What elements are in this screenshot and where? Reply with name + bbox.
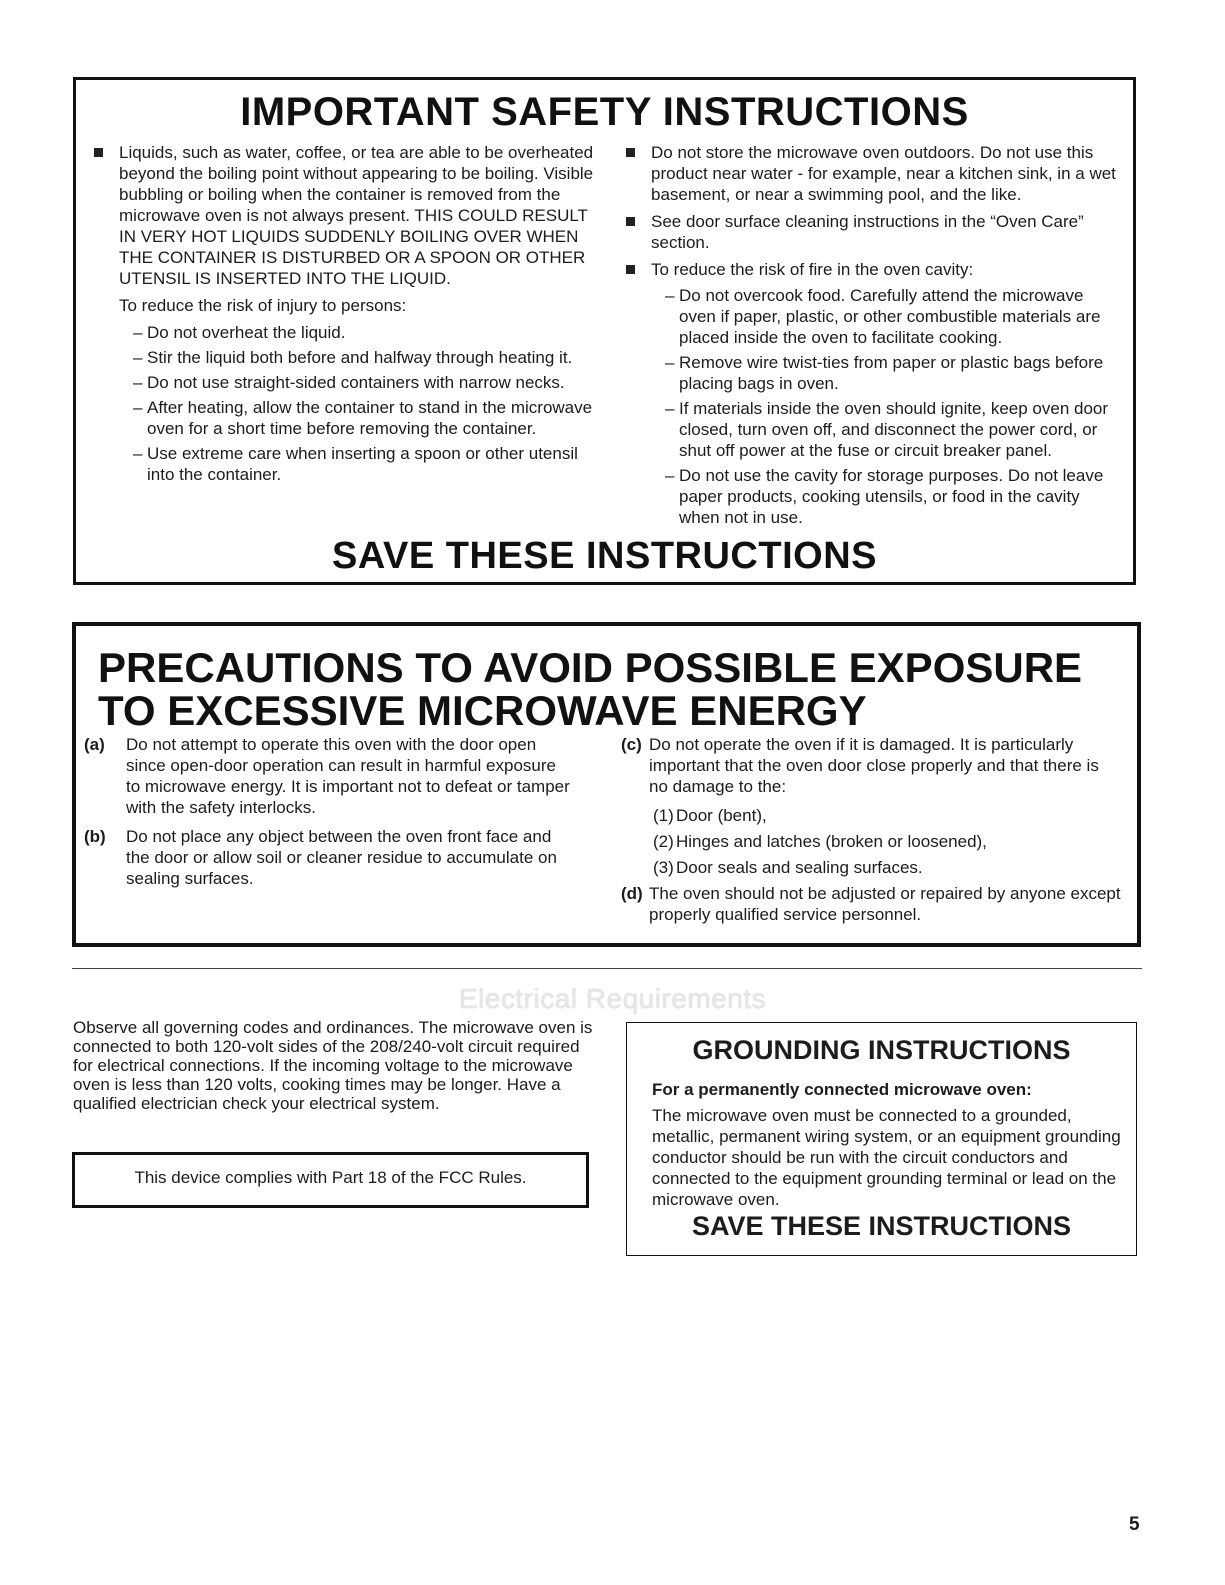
- list-item: [651, 398, 1121, 461]
- list-item: [621, 831, 1121, 852]
- item-text: Hinges and latches (broken or loosened),: [676, 832, 987, 851]
- precautions-box: [72, 622, 1141, 947]
- safety-instructions-box: [73, 77, 1136, 585]
- dash-icon: –: [665, 466, 675, 485]
- grounding-body: The microwave oven must be connected to a grounded, metallic, permanent wiring system, or an equipment grounding conductor should be run with the circuit conductors and connected to the equipment grounding terminal or lead on the microwave oven.: [652, 1106, 1121, 1209]
- dash-icon: –: [133, 373, 143, 392]
- injury-intro: To reduce the risk of injury to persons:: [119, 296, 407, 315]
- square-bullet-icon: [626, 265, 635, 274]
- bullet-text: Liquids, such as water, coffee, or tea are able to be overheated beyond the boiling point without appearing to be boiling. Visible bubbling or boiling when the container is removed from the microwave oven is not always present. THIS COULD RESULT IN VERY HOT LIQUIDS SUDDENLY BOILING OVER WHEN THE CONTAINER IS DISTURBED OR A SPOON OR OTHER UTENSIL IS INSERTED INTO THE LIQUID.: [119, 143, 594, 288]
- dash-text: After heating, allow the container to stand in the microwave oven for a short time before removing the container.: [147, 398, 593, 438]
- electrical-heading: Electrical Requirements: [458, 983, 767, 1014]
- precautions-title: PRECAUTIONS TO AVOID POSSIBLE EXPOSURE TO EXCESSIVE MICROWAVE ENERGY: [98, 644, 1083, 734]
- item-text: Do not operate the oven if it is damaged. It is particularly important that the oven door close properly and that there is no damage to the:: [649, 735, 1099, 796]
- dash-text: Remove wire twist-ties from paper or plastic bags before placing bags in oven.: [679, 353, 1104, 393]
- list-item: [89, 372, 599, 393]
- bullet-text: See door surface cleaning instructions in the “Oven Care” section.: [651, 212, 1084, 252]
- electrical-paragraph: Observe all governing codes and ordinances. The microwave oven is connected to both 120-volt sides of the 208/240-volt circuit required for electrical connections. If the incoming voltage to the microwave oven is less than 120 volts, cooking times may be longer. Have a qualified electrician check your electrical system.: [73, 1018, 593, 1113]
- list-item: [651, 465, 1121, 528]
- list-item: [89, 322, 599, 343]
- item-text: Do not place any object between the oven front face and the door or allow soil or cleaner residue to accumulate on sealing surfaces.: [126, 827, 557, 888]
- list-item: [621, 857, 1121, 878]
- dash-text: Do not use straight-sided containers with narrow necks.: [147, 373, 565, 392]
- list-item: [89, 443, 599, 485]
- list-item: [84, 734, 574, 818]
- item-letter: (d): [621, 884, 643, 903]
- list-item: [651, 285, 1121, 348]
- list-item: [89, 397, 599, 439]
- item-letter: (a): [84, 735, 105, 754]
- safety-left-column: [89, 142, 599, 489]
- dash-icon: –: [133, 348, 143, 367]
- safety-title: IMPORTANT SAFETY INSTRUCTIONS: [240, 90, 969, 134]
- square-bullet-icon: [626, 148, 635, 157]
- item-number: (1): [653, 806, 674, 825]
- item-text: The oven should not be adjusted or repaired by anyone except properly qualified service personnel.: [649, 884, 1121, 924]
- section-divider: [72, 968, 1142, 969]
- dash-text: Do not overheat the liquid.: [147, 323, 346, 342]
- page-number: 5: [1129, 1514, 1140, 1535]
- item-letter: (b): [84, 827, 106, 846]
- save-instructions-footer: SAVE THESE INSTRUCTIONS: [332, 535, 877, 577]
- item-number: (2): [653, 832, 674, 851]
- dash-text: Do not overcook food. Carefully attend the microwave oven if paper, plastic, or other combustible materials are placed inside the oven to facilitate cooking.: [679, 286, 1101, 347]
- dash-icon: –: [133, 444, 143, 463]
- dash-icon: –: [665, 399, 675, 418]
- safety-right-column: [621, 142, 1121, 534]
- grounding-title: GROUNDING INSTRUCTIONS: [692, 1035, 1071, 1065]
- grounding-subtitle: For a permanently connected microwave oven:: [652, 1080, 1032, 1099]
- list-item: [89, 142, 599, 289]
- item-letter: (c): [621, 735, 642, 754]
- square-bullet-icon: [626, 217, 635, 226]
- list-item: [89, 347, 599, 368]
- fcc-compliance-box: This device complies with Part 18 of the FCC Rules.: [72, 1152, 589, 1208]
- item-text: Door seals and sealing surfaces.: [676, 858, 923, 877]
- list-item: [621, 211, 1121, 253]
- dash-icon: –: [133, 323, 143, 342]
- square-bullet-icon: [94, 148, 103, 157]
- bullet-text: To reduce the risk of fire in the oven cavity:: [651, 260, 974, 279]
- dash-text: Do not use the cavity for storage purposes. Do not leave paper products, cooking utensils, or food in the cavity when not in use.: [679, 466, 1104, 527]
- dash-text: Use extreme care when inserting a spoon or other utensil into the container.: [147, 444, 578, 484]
- list-item: [651, 352, 1121, 394]
- bullet-text: Do not store the microwave oven outdoors. Do not use this product near water - for example, near a kitchen sink, in a wet basement, or near a swimming pool, and the like.: [651, 143, 1116, 204]
- grounding-save-footer: SAVE THESE INSTRUCTIONS: [691, 1211, 1072, 1241]
- list-item: [621, 805, 1121, 826]
- dash-icon: –: [665, 286, 675, 305]
- item-text: Do not attempt to operate this oven with the door open since open-door operation can result in harmful exposure to microwave energy. It is important not to defeat or tamper with the safety interlocks.: [126, 735, 570, 817]
- list-item: [84, 826, 574, 889]
- list-item: [621, 883, 1121, 925]
- precautions-right-column: [621, 734, 1121, 933]
- dash-text: Stir the liquid both before and halfway through heating it.: [147, 348, 573, 367]
- item-text: Door (bent),: [676, 806, 767, 825]
- list-item: [621, 142, 1121, 205]
- precautions-left-column: [84, 734, 574, 897]
- list-item: [621, 259, 1121, 528]
- item-number: (3): [653, 858, 674, 877]
- grounding-instructions-box: [626, 1022, 1137, 1256]
- list-item: [621, 734, 1121, 797]
- dash-icon: –: [133, 398, 143, 417]
- dash-text: If materials inside the oven should ignite, keep oven door closed, turn oven off, and disconnect the power cord, or shut off power at the fuse or circuit breaker panel.: [679, 399, 1109, 460]
- dash-icon: –: [665, 353, 675, 372]
